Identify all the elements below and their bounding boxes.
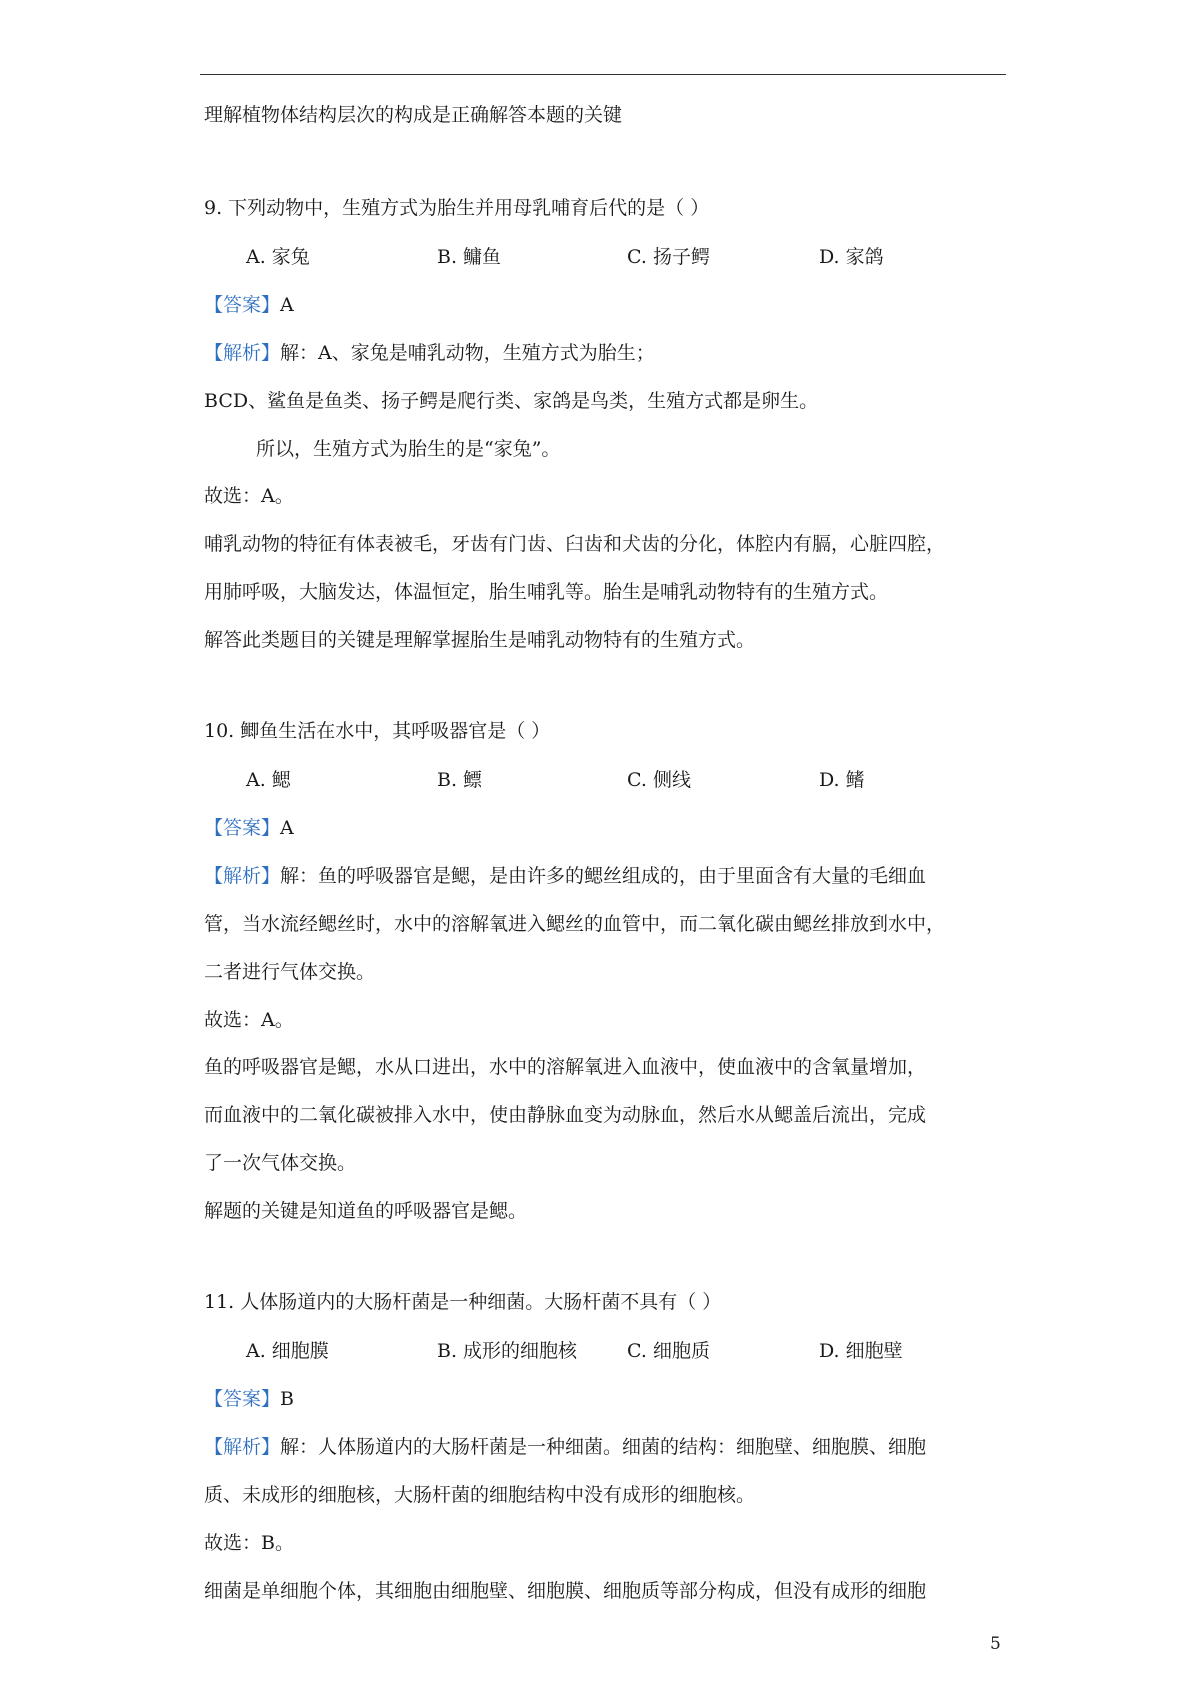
- q11-analysis: 解：人体肠道内的大肠杆菌是一种细菌。细菌的结构：细胞壁、细胞膜、细胞: [280, 1436, 927, 1458]
- q9-text-line: 哺乳动物的特征有体表被毛，牙齿有门齿、臼齿和犬齿的分化，体腔内有膈，心脏四腔，: [204, 533, 946, 555]
- q10-text-line: 解题的关键是知道鱼的呼吸器官是鳃。: [204, 1200, 528, 1222]
- q11-option-a: A. 细胞膜: [246, 1340, 329, 1362]
- q9-analysis: 解：A、家兔是哺乳动物，生殖方式为胎生；: [280, 342, 655, 364]
- q9-text-line: 所以，生殖方式为胎生的是“家兔”。: [256, 438, 561, 460]
- q11-text-line: 细菌是单细胞个体，其细胞由细胞壁、细胞膜、细胞质等部分构成，但没有成形的细胞: [204, 1580, 927, 1602]
- q10-text-line: 而血液中的二氧化碳被排入水中，使由静脉血变为动脉血，然后水从鳃盖后流出，完成: [204, 1104, 927, 1126]
- q10-text-line: 故选：A。: [204, 1009, 294, 1031]
- q11-stem: 11. 人体肠道内的大肠杆菌是一种细菌。大肠杆菌不具有（ ）: [204, 1291, 722, 1313]
- q11-answer-line: [204, 1387, 294, 1411]
- q9-text-line: 用肺呼吸，大脑发达，体温恒定，胎生哺乳等。胎生是哺乳动物特有的生殖方式。: [204, 581, 889, 603]
- q11-option-c: C. 细胞质: [627, 1340, 710, 1362]
- q11-answer: B: [280, 1388, 294, 1410]
- q10-option-c: C. 侧线: [627, 769, 691, 791]
- q9-answer-line: [204, 293, 294, 317]
- analysis-tag: 【解析】: [204, 342, 281, 364]
- q10-analysis-line: [204, 864, 926, 888]
- q11-option-d: D. 细胞壁: [819, 1340, 903, 1362]
- q10-option-d: D. 鳍: [819, 769, 865, 791]
- q10-answer-line: [204, 816, 294, 840]
- q9-text-line: BCD、鲨鱼是鱼类、扬子鳄是爬行类、家鸽是鸟类，生殖方式都是卵生。: [204, 390, 819, 412]
- analysis-tag: 【解析】: [204, 865, 281, 887]
- q10-text-line: 管，当水流经鳃丝时，水中的溶解氧进入鳃丝的血管中，而二氧化碳由鳃丝排放到水中，: [204, 913, 946, 935]
- analysis-tag: 【解析】: [204, 1436, 281, 1458]
- carryover-line: 理解植物体结构层次的构成是正确解答本题的关键: [204, 104, 623, 126]
- q9-analysis-line: [204, 341, 655, 365]
- q9-stem: 9. 下列动物中，生殖方式为胎生并用母乳哺育后代的是（ ）: [204, 197, 710, 219]
- q10-option-a: A. 鳃: [246, 769, 291, 791]
- q10-answer: A: [280, 817, 294, 839]
- q9-option-a: A. 家兔: [246, 246, 310, 268]
- q9-option-d: D. 家鸽: [819, 246, 884, 268]
- answer-tag: 【答案】: [204, 817, 281, 839]
- q10-stem: 10. 鲫鱼生活在水中，其呼吸器官是（ ）: [204, 720, 551, 742]
- answer-tag: 【答案】: [204, 294, 281, 316]
- q10-option-b: B. 鳔: [437, 769, 483, 791]
- q10-analysis: 解：鱼的呼吸器官是鳃，是由许多的鳃丝组成的，由于里面含有大量的毛细血: [280, 865, 927, 887]
- q11-text-line: 故选：B。: [204, 1532, 294, 1554]
- q9-option-b: B. 鳙鱼: [437, 246, 502, 268]
- page-number: 5: [990, 1634, 1001, 1654]
- q10-text-line: 了一次气体交换。: [204, 1152, 357, 1174]
- header-rule: [200, 74, 1006, 75]
- q11-text-line: 质、未成形的细胞核，大肠杆菌的细胞结构中没有成形的细胞核。: [204, 1484, 756, 1506]
- q9-text-line: 解答此类题目的关键是理解掌握胎生是哺乳动物特有的生殖方式。: [204, 629, 756, 651]
- q10-text-line: 二者进行气体交换。: [204, 961, 376, 983]
- q11-analysis-line: [204, 1435, 926, 1459]
- q9-option-c: C. 扬子鳄: [627, 246, 710, 268]
- q9-text-line: 故选：A。: [204, 485, 294, 507]
- q11-option-b: B. 成形的细胞核: [437, 1340, 578, 1362]
- q9-answer: A: [280, 294, 294, 316]
- answer-tag: 【答案】: [204, 1388, 281, 1410]
- q10-text-line: 鱼的呼吸器官是鳃，水从口进出，水中的溶解氧进入血液中，使血液中的含氧量增加，: [204, 1056, 927, 1078]
